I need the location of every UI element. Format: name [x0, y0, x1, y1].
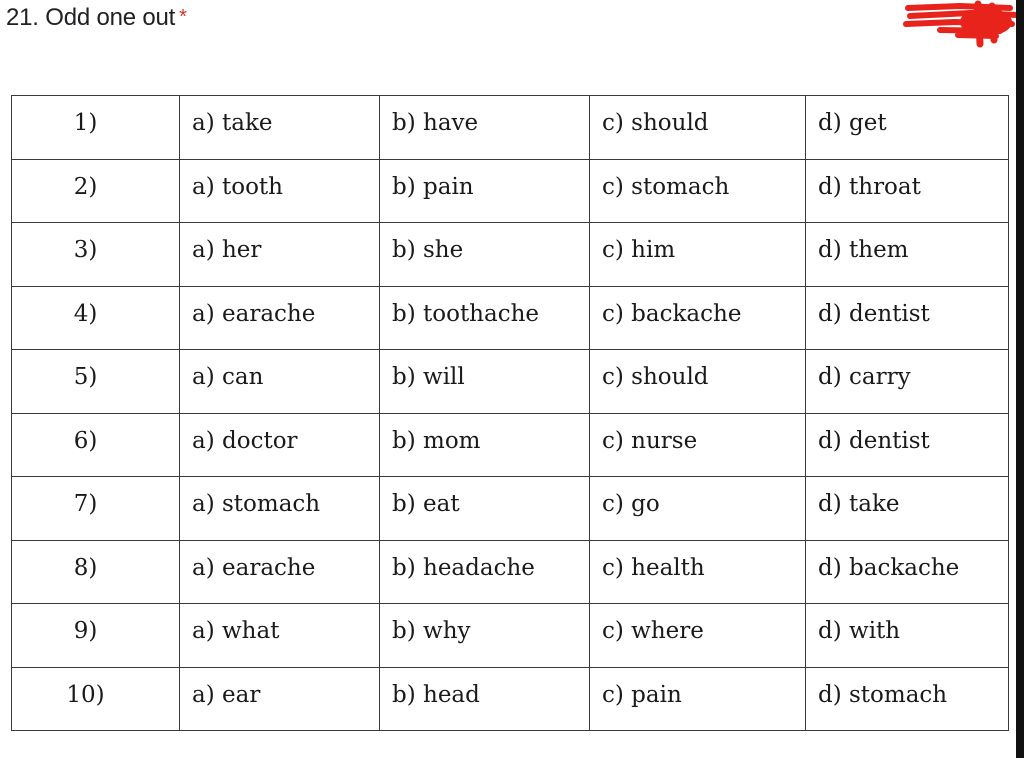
question-number-cell: 8): [12, 540, 180, 604]
option-c-cell: c) health: [590, 540, 806, 604]
table-row: [12, 540, 1009, 604]
option-c-cell: c) go: [590, 477, 806, 541]
option-a-cell: a) earache: [180, 286, 380, 350]
question-number-cell: 7): [12, 477, 180, 541]
question-title-text: 21. Odd one out: [6, 4, 176, 31]
option-a-cell: a) ear: [180, 667, 380, 731]
option-d-cell: d) carry: [806, 350, 1009, 414]
option-b-cell: b) mom: [380, 413, 590, 477]
question-number-cell: 10): [12, 667, 180, 731]
table-row: [12, 604, 1009, 668]
option-d-cell: d) take: [806, 477, 1009, 541]
option-b-cell: b) head: [380, 667, 590, 731]
option-d-cell: d) throat: [806, 159, 1009, 223]
option-c-cell: c) backache: [590, 286, 806, 350]
question-number-cell: 4): [12, 286, 180, 350]
option-b-cell: b) she: [380, 223, 590, 287]
options-table-container: [11, 95, 1008, 731]
option-c-cell: c) should: [590, 350, 806, 414]
option-a-cell: a) what: [180, 604, 380, 668]
option-d-cell: d) backache: [806, 540, 1009, 604]
option-b-cell: b) headache: [380, 540, 590, 604]
option-a-cell: a) earache: [180, 540, 380, 604]
option-c-cell: c) him: [590, 223, 806, 287]
question-number-cell: 9): [12, 604, 180, 668]
screen-edge-bar: [1016, 0, 1024, 758]
option-b-cell: b) toothache: [380, 286, 590, 350]
option-d-cell: d) them: [806, 223, 1009, 287]
option-b-cell: b) why: [380, 604, 590, 668]
options-table: [11, 95, 1009, 731]
option-d-cell: d) dentist: [806, 286, 1009, 350]
option-c-cell: c) nurse: [590, 413, 806, 477]
option-a-cell: a) stomach: [180, 477, 380, 541]
table-row: [12, 223, 1009, 287]
option-d-cell: d) dentist: [806, 413, 1009, 477]
red-scribble-mark: [900, 0, 1024, 48]
option-d-cell: d) stomach: [806, 667, 1009, 731]
option-b-cell: b) eat: [380, 477, 590, 541]
table-row: [12, 286, 1009, 350]
question-title: [6, 4, 187, 32]
option-d-cell: d) get: [806, 96, 1009, 160]
option-c-cell: c) stomach: [590, 159, 806, 223]
question-number-cell: 6): [12, 413, 180, 477]
option-c-cell: c) should: [590, 96, 806, 160]
options-table-body: [12, 96, 1009, 731]
required-asterisk: *: [179, 6, 187, 28]
option-a-cell: a) take: [180, 96, 380, 160]
option-b-cell: b) have: [380, 96, 590, 160]
option-c-cell: c) pain: [590, 667, 806, 731]
option-a-cell: a) doctor: [180, 413, 380, 477]
table-row: [12, 477, 1009, 541]
option-c-cell: c) where: [590, 604, 806, 668]
table-row: [12, 159, 1009, 223]
table-row: [12, 413, 1009, 477]
table-row: [12, 96, 1009, 160]
option-a-cell: a) her: [180, 223, 380, 287]
question-number-cell: 1): [12, 96, 180, 160]
option-b-cell: b) will: [380, 350, 590, 414]
question-number-cell: 3): [12, 223, 180, 287]
table-row: [12, 667, 1009, 731]
option-b-cell: b) pain: [380, 159, 590, 223]
question-number-cell: 2): [12, 159, 180, 223]
table-row: [12, 350, 1009, 414]
option-a-cell: a) can: [180, 350, 380, 414]
question-number-cell: 5): [12, 350, 180, 414]
option-a-cell: a) tooth: [180, 159, 380, 223]
option-d-cell: d) with: [806, 604, 1009, 668]
